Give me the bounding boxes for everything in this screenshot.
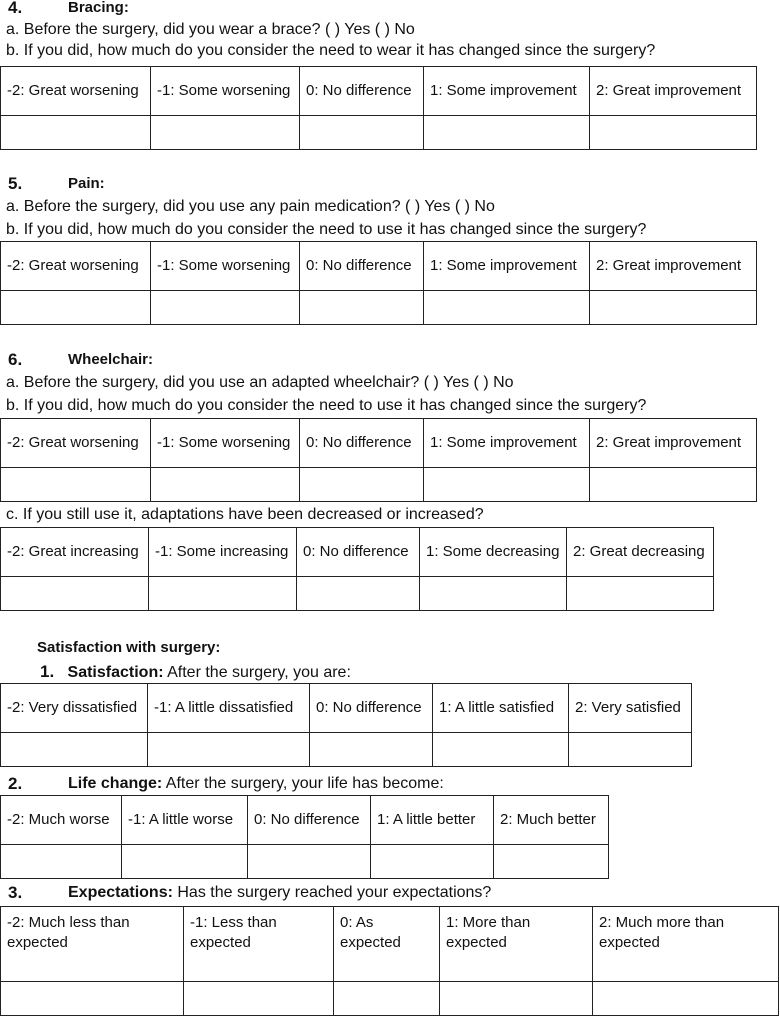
q-title: Life change:: [68, 775, 163, 792]
q-title: Satisfaction:: [67, 664, 164, 681]
rating-answer-cell[interactable]: [151, 116, 300, 150]
rating-answer-cell[interactable]: [1, 116, 151, 150]
rating-option-label: 1: More than expected: [440, 907, 593, 982]
rating-answer-row: [1, 733, 692, 767]
section-title: Bracing:: [68, 0, 129, 16]
rating-option-label: -2: Great worsening: [1, 242, 151, 291]
rating-answer-cell[interactable]: [590, 468, 757, 502]
rating-answer-cell[interactable]: [593, 982, 779, 1016]
rating-answer-row: [1, 291, 757, 325]
rating-answer-row: [1, 845, 609, 879]
rating-option-label: -2: Much worse: [1, 796, 122, 845]
section-number: 6.: [8, 350, 23, 369]
satisfaction-q3: [68, 883, 491, 903]
rating-option-label: 1: A little satisfied: [433, 684, 569, 733]
rating-option-label: 1: Some improvement: [424, 67, 590, 116]
rating-option-label: 0: No difference: [300, 242, 424, 291]
rating-answer-cell[interactable]: [1, 468, 151, 502]
rating-answer-cell[interactable]: [569, 733, 692, 767]
rating-option-label: -2: Great worsening: [1, 419, 151, 468]
rating-option-label: -1: A little worse: [122, 796, 248, 845]
section-number: 4.: [8, 0, 23, 17]
rating-header-row: [1, 907, 779, 982]
rating-answer-cell[interactable]: [300, 291, 424, 325]
rating-answer-cell[interactable]: [371, 845, 494, 879]
rating-answer-cell[interactable]: [420, 577, 567, 611]
rating-answer-cell[interactable]: [1, 982, 184, 1016]
rating-option-label: -1: A little dissatisfied: [148, 684, 310, 733]
rating-answer-cell[interactable]: [248, 845, 371, 879]
rating-header-row: [1, 242, 757, 291]
rating-answer-row: [1, 577, 714, 611]
rating-answer-cell[interactable]: [494, 845, 609, 879]
rating-answer-cell[interactable]: [1, 577, 149, 611]
q-title: Expectations:: [68, 884, 173, 901]
rating-table: [0, 906, 779, 1016]
rating-answer-cell[interactable]: [567, 577, 714, 611]
rating-header-row: [1, 419, 757, 468]
rating-option-label: 1: Some improvement: [424, 419, 590, 468]
rating-answer-cell[interactable]: [1, 733, 148, 767]
q-number: 2.: [8, 774, 23, 793]
question-a: a. Before the surgery, did you use any pain medication? ( ) Yes ( ) No: [6, 198, 495, 215]
rating-answer-cell[interactable]: [297, 577, 420, 611]
rating-table: [0, 527, 714, 611]
rating-answer-cell[interactable]: [424, 116, 590, 150]
rating-answer-cell[interactable]: [149, 577, 297, 611]
rating-option-label: -2: Great increasing: [1, 528, 149, 577]
rating-option-label: -2: Very dissatisfied: [1, 684, 148, 733]
rating-answer-cell[interactable]: [148, 733, 310, 767]
rating-option-label: 2: Much better: [494, 796, 609, 845]
q-text: After the surgery, you are:: [163, 664, 351, 681]
q-number: 3.: [8, 883, 23, 902]
rating-header-row: [1, 67, 757, 116]
q-text: Has the surgery reached your expectations?: [172, 884, 492, 901]
question-a: a. Before the surgery, did you wear a brace? ( ) Yes ( ) No: [6, 21, 415, 38]
q-number: 1.: [40, 662, 55, 681]
rating-table: [0, 683, 692, 767]
question-c: c. If you still use it, adaptations have been decreased or increased?: [6, 506, 484, 523]
rating-answer-cell[interactable]: [424, 468, 590, 502]
question-b: b. If you did, how much do you consider the need to wear it has changed since the surgery?: [6, 42, 656, 59]
rating-option-label: 2: Very satisfied: [569, 684, 692, 733]
rating-option-label: 0: No difference: [300, 419, 424, 468]
satisfaction-q1: [40, 662, 351, 683]
rating-table: [0, 66, 757, 150]
section-number: 5.: [8, 174, 23, 193]
rating-answer-row: [1, 982, 779, 1016]
q-text: After the surgery, your life has become:: [162, 775, 444, 792]
rating-option-label: 2: Great improvement: [590, 419, 757, 468]
rating-header-row: [1, 684, 692, 733]
rating-option-label: -1: Less than expected: [184, 907, 334, 982]
rating-header-row: [1, 796, 609, 845]
rating-option-label: -2: Much less than expected: [1, 907, 184, 982]
rating-answer-cell[interactable]: [300, 116, 424, 150]
rating-answer-row: [1, 468, 757, 502]
rating-answer-cell[interactable]: [300, 468, 424, 502]
rating-answer-cell[interactable]: [440, 982, 593, 1016]
rating-option-label: -1: Some worsening: [151, 67, 300, 116]
rating-answer-cell[interactable]: [151, 468, 300, 502]
satisfaction-heading: Satisfaction with surgery:: [37, 639, 221, 656]
rating-option-label: -1: Some worsening: [151, 419, 300, 468]
rating-option-label: -1: Some worsening: [151, 242, 300, 291]
rating-option-label: 2: Great decreasing: [567, 528, 714, 577]
rating-answer-cell[interactable]: [184, 982, 334, 1016]
section-title: Pain:: [68, 175, 105, 192]
question-b: b. If you did, how much do you consider the need to use it has changed since the surgery?: [6, 221, 647, 238]
rating-option-label: -2: Great worsening: [1, 67, 151, 116]
rating-answer-row: [1, 116, 757, 150]
rating-option-label: 0: As expected: [334, 907, 440, 982]
rating-answer-cell[interactable]: [122, 845, 248, 879]
section-title: Wheelchair:: [68, 351, 154, 368]
rating-option-label: 0: No difference: [297, 528, 420, 577]
rating-option-label: 0: No difference: [300, 67, 424, 116]
rating-answer-cell[interactable]: [424, 291, 590, 325]
rating-option-label: 2: Much more than expected: [593, 907, 779, 982]
rating-table: [0, 418, 757, 502]
rating-answer-cell[interactable]: [433, 733, 569, 767]
rating-answer-cell[interactable]: [590, 291, 757, 325]
rating-option-label: 2: Great improvement: [590, 67, 757, 116]
rating-option-label: 0: No difference: [248, 796, 371, 845]
rating-answer-cell[interactable]: [590, 116, 757, 150]
rating-option-label: 1: Some decreasing: [420, 528, 567, 577]
rating-table: [0, 795, 609, 879]
rating-option-label: -1: Some increasing: [149, 528, 297, 577]
rating-option-label: 1: A little better: [371, 796, 494, 845]
question-b: b. If you did, how much do you consider the need to use it has changed since the surgery?: [6, 397, 647, 414]
rating-answer-cell[interactable]: [151, 291, 300, 325]
rating-option-label: 1: Some improvement: [424, 242, 590, 291]
rating-option-label: 0: No difference: [310, 684, 433, 733]
rating-option-label: 2: Great improvement: [590, 242, 757, 291]
rating-answer-cell[interactable]: [1, 845, 122, 879]
rating-answer-cell[interactable]: [334, 982, 440, 1016]
question-a: a. Before the surgery, did you use an adapted wheelchair? ( ) Yes ( ) No: [6, 374, 514, 391]
rating-answer-cell[interactable]: [310, 733, 433, 767]
rating-answer-cell[interactable]: [1, 291, 151, 325]
satisfaction-q2: [68, 774, 444, 794]
rating-header-row: [1, 528, 714, 577]
rating-table: [0, 241, 757, 325]
